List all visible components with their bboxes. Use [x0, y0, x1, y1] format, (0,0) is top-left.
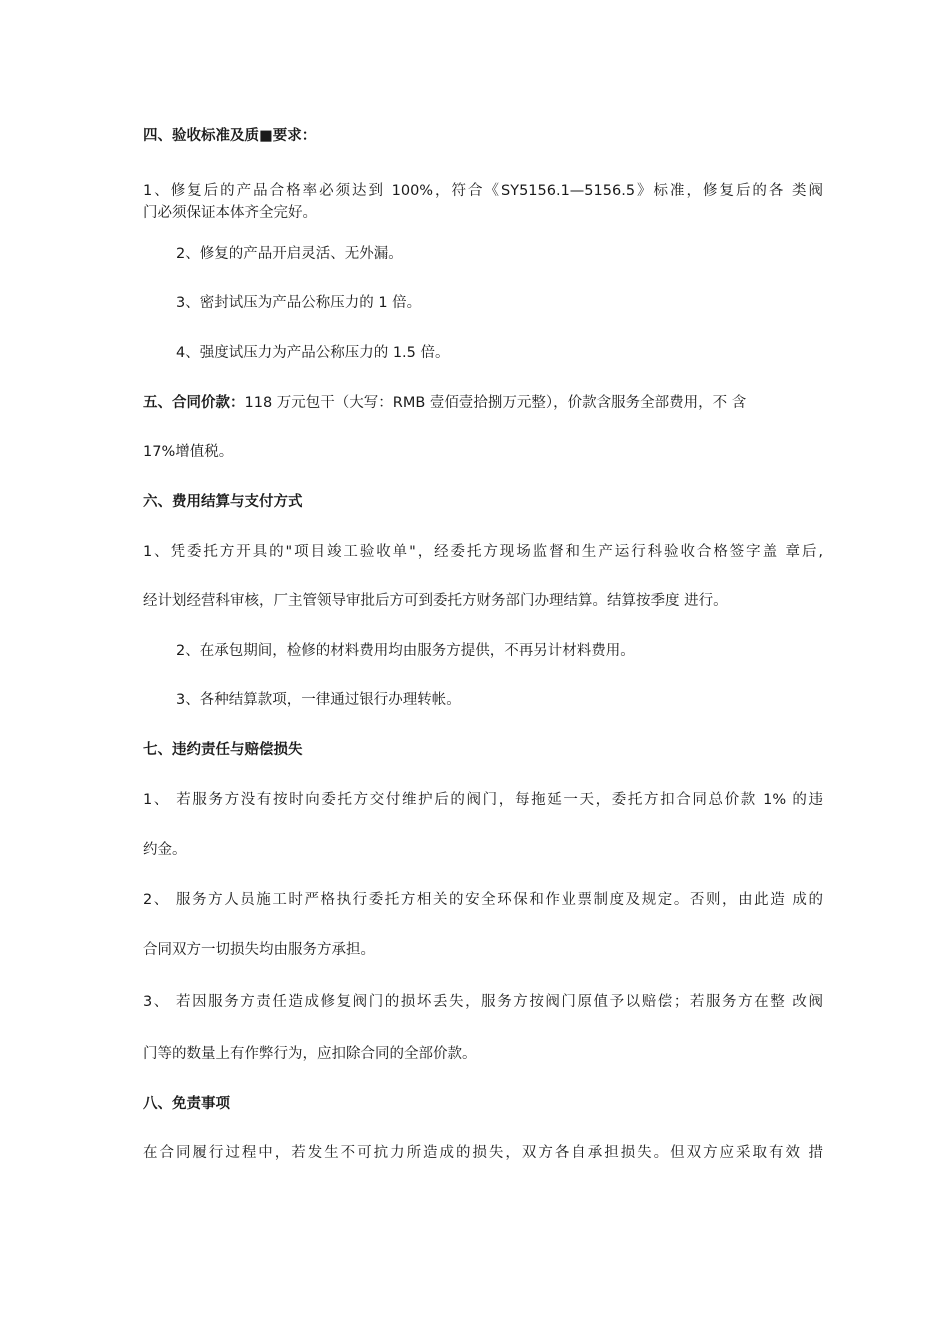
section-6-item-1-line-1: 1、凭委托方开具的"项目竣工验收单"，经委托方现场监督和生产运行科验收合格签字盖 章后,	[143, 544, 823, 560]
section-7-heading: 七、违约责任与赔偿损失	[143, 742, 303, 758]
section-4-item-1-line-2: 门必须保证本体齐全完好。	[143, 205, 317, 221]
section-7-item-3-line-1: 3、 若因服务方责任造成修复阀门的损坏丢失，服务方按阀门原值予以赔偿；若服务方在整 改阀	[143, 994, 823, 1010]
section-4-item-2: 2、修复的产品开启灵活、无外漏。	[176, 246, 403, 262]
section-5-label: 五、合同价款：	[143, 395, 245, 411]
section-4-item-4: 4、强度试压力为产品公称压力的 1.5 倍。	[176, 345, 450, 361]
section-6-item-3: 3、各种结算款项，一律通过银行办理转帐。	[176, 692, 461, 708]
section-4-heading: 四、验收标准及质■要求：	[143, 128, 317, 144]
section-7-item-1-line-1: 1、 若服务方没有按时向委托方交付维护后的阀门，每拖延一天，委托方扣合同总价款 1% 的违	[143, 792, 823, 808]
section-5-line-1	[143, 393, 823, 413]
section-4-item-3: 3、密封试压为产品公称压力的 1 倍。	[176, 295, 422, 311]
section-7-item-2-line-2: 合同双方一切损失均由服务方承担。	[143, 942, 375, 958]
section-8-heading: 八、免责事项	[143, 1096, 230, 1112]
section-7-item-3-line-2: 门等的数量上有作弊行为，应扣除合同的全部价款。	[143, 1046, 477, 1062]
section-6-heading: 六、费用结算与支付方式	[143, 494, 303, 510]
section-7-item-1-line-2: 约金。	[143, 842, 187, 858]
section-5-line-2: 17%增值税。	[143, 444, 234, 460]
section-7-item-2-line-1: 2、 服务方人员施工时严格执行委托方相关的安全环保和作业票制度及规定。否则，由此造 成的	[143, 892, 823, 908]
section-6-item-1-line-2: 经计划经营科审核，厂主管领导审批后方可到委托方财务部门办理结算。结算按季度 进行。	[143, 593, 728, 609]
section-6-item-2: 2、在承包期间，检修的材料费用均由服务方提供，不再另计材料费用。	[176, 643, 635, 659]
section-5-text: 118 万元包干（大写：RMB 壹佰壹拾捌万元整），价款含服务全部费用，不 含	[244, 395, 747, 411]
section-8-line-1: 在合同履行过程中，若发生不可抗力所造成的损失，双方各自承担损失。但双方应采取有效 措	[143, 1145, 823, 1161]
section-4-item-1-line-1: 1、修复后的产品合格率必须达到 100%，符合《SY5156.1—5156.5》标准，修复后的各 类阀	[143, 183, 823, 199]
